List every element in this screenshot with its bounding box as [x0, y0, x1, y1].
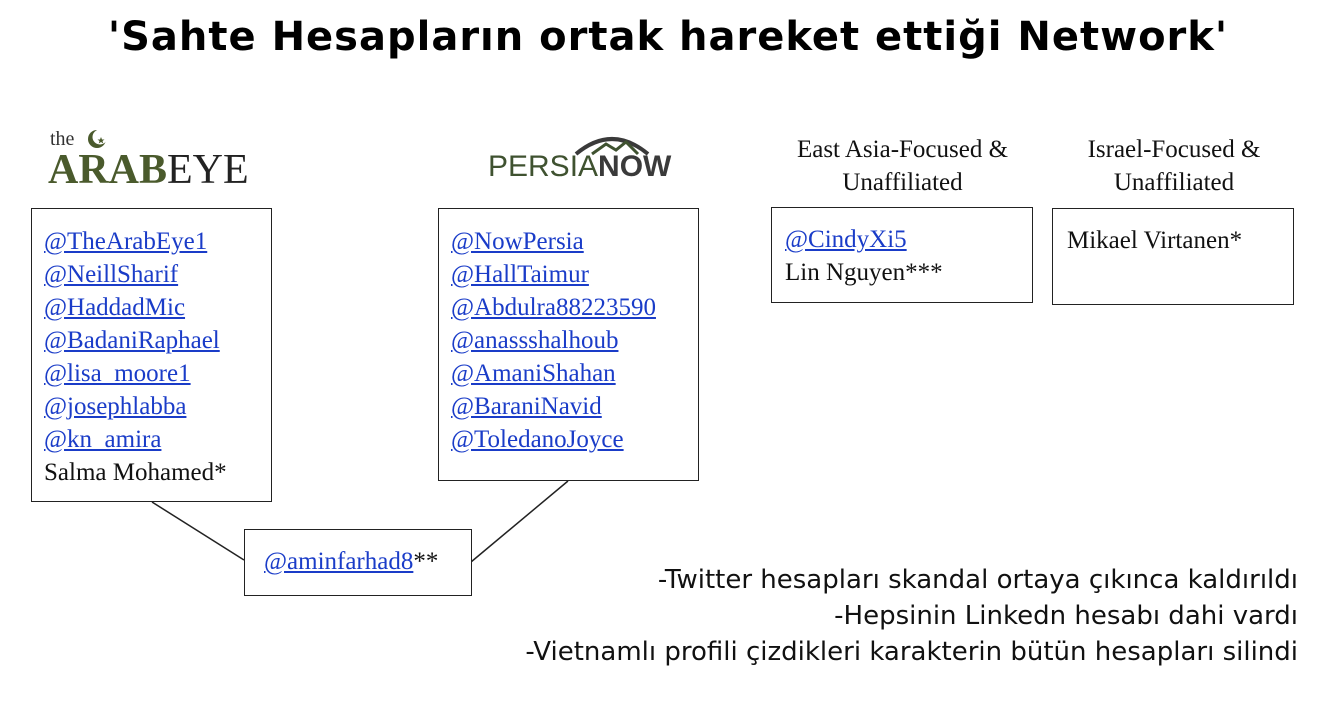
arabeye-logo-wordmark [48, 146, 249, 194]
connector-persianow-shared [471, 481, 568, 562]
arabeye-logo-arab: ARAB [48, 147, 168, 193]
persianow-account-link[interactable]: @ToledanoJoyce [451, 426, 624, 453]
israel-heading [1052, 133, 1296, 199]
persianow-accounts-box [438, 208, 699, 481]
persianow-logo-persia: PERSIA [488, 150, 599, 183]
arabeye-account-link[interactable]: @TheArabEye1 [44, 228, 208, 255]
shared-account-link[interactable]: @aminfarhad8 [264, 548, 414, 575]
israel-accounts-box [1052, 208, 1294, 305]
east-asia-heading-line2: Unaffiliated [842, 169, 963, 196]
east-asia-account-link[interactable]: @CindyXi5 [785, 226, 907, 253]
persianow-accounts-list [451, 225, 698, 456]
notes [398, 562, 1298, 670]
persianow-account-link[interactable]: @NowPersia [451, 228, 584, 255]
israel-heading-line1: Israel-Focused & [1087, 136, 1261, 163]
arabeye-account-link[interactable]: @josephlabba [44, 393, 187, 420]
arabeye-account-link[interactable]: @HaddadMic [44, 294, 186, 321]
persianow-logo [486, 132, 672, 184]
persianow-account-link[interactable]: @BaraniNavid [451, 393, 602, 420]
east-asia-account-name: Lin Nguyen*** [785, 259, 943, 286]
note-line: -Vietnamlı profili çizdikleri karakterin bütün hesapları silindi [525, 637, 1298, 667]
arabeye-logo [48, 124, 258, 194]
persianow-account-link[interactable]: @Abdulra88223590 [451, 294, 656, 321]
note-line: -Hepsinin Linkedn hesabı dahi vardı [834, 601, 1298, 631]
shared-account-suffix: ** [413, 548, 439, 575]
arabeye-account-link[interactable]: @NeillSharif [44, 261, 179, 288]
israel-account-name: Mikael Virtanen* [1067, 227, 1243, 254]
arabeye-account-link[interactable]: @lisa_moore1 [44, 360, 191, 387]
note-line: -Twitter hesapları skandal ortaya çıkınca kaldırıldı [657, 565, 1298, 595]
east-asia-accounts-list [785, 223, 1032, 289]
israel-accounts-list [1067, 224, 1293, 257]
persianow-account-link[interactable]: @anassshalhoub [451, 327, 619, 354]
persianow-account-link[interactable]: @HallTaimur [451, 261, 589, 288]
page-title: 'Sahte Hesapların ortak hareket ettiği Network' [107, 14, 1229, 60]
arabeye-account-link[interactable]: @BadaniRaphael [44, 327, 220, 354]
arabeye-logo-prefix: the [50, 128, 75, 150]
east-asia-accounts-box [771, 207, 1033, 303]
israel-heading-line2: Unaffiliated [1113, 169, 1235, 196]
persianow-logo-now: NOW [598, 150, 672, 183]
arabeye-accounts-list [44, 225, 271, 489]
connector-arabeye-shared [152, 502, 244, 560]
persianow-logo-wordmark [488, 150, 671, 184]
persianow-account-link[interactable]: @AmaniShahan [451, 360, 616, 387]
east-asia-heading-line1: East Asia-Focused & [796, 136, 1009, 163]
east-asia-heading [770, 133, 1035, 199]
arabeye-accounts-box [31, 208, 272, 502]
arabeye-account-name: Salma Mohamed* [44, 459, 227, 486]
arabeye-logo-eye: EYE [167, 147, 249, 193]
arabeye-account-link[interactable]: @kn_amira [44, 426, 162, 453]
